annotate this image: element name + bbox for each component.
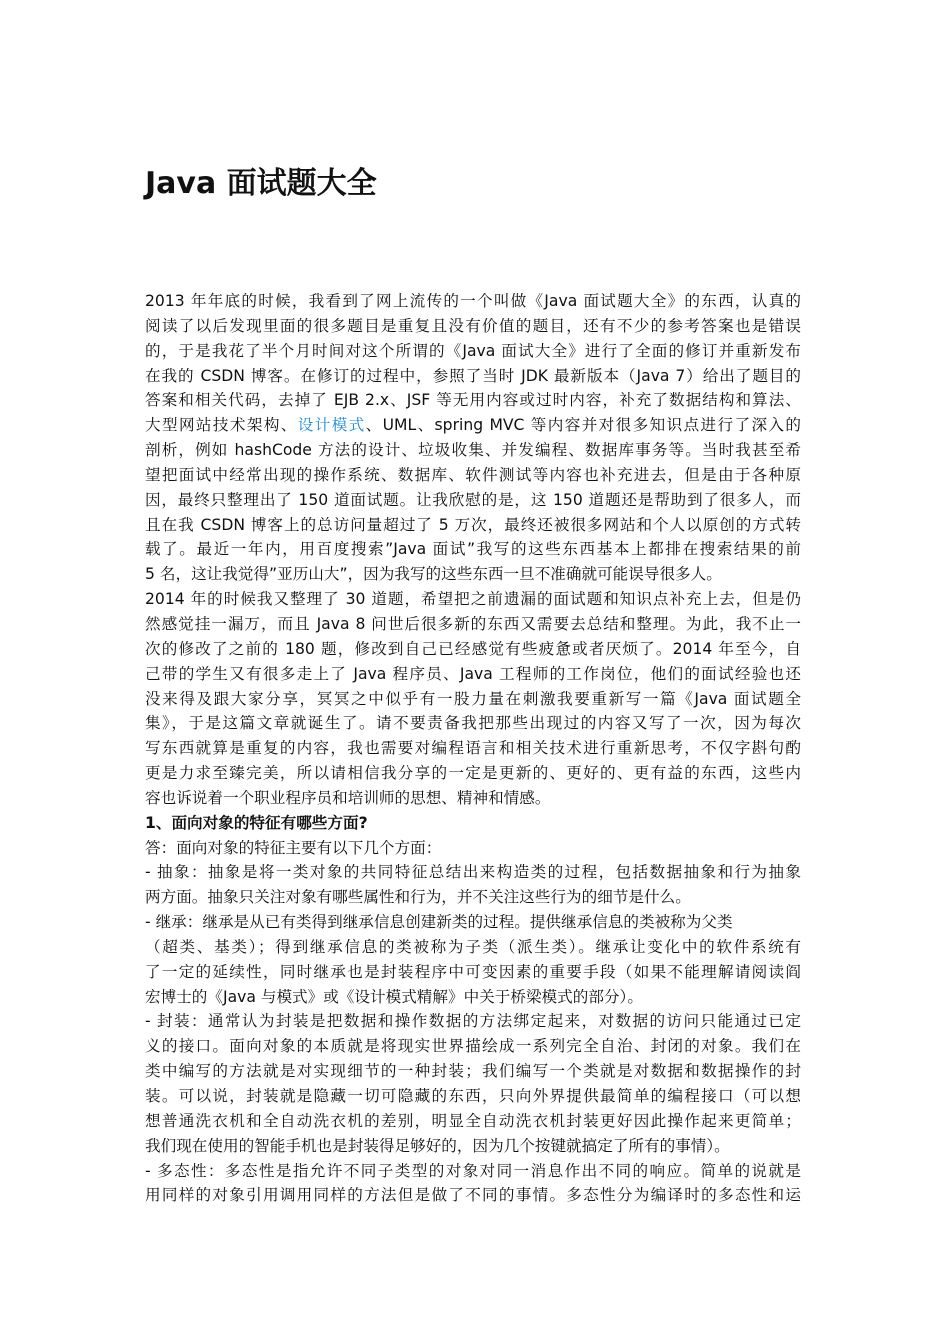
- text-line: 5 名，这让我觉得”亚历山大”，因为我写的这些东西一旦不准确就可能误导很多人。: [145, 565, 722, 584]
- text-line: - 继承：继承是从已有类得到继承信息创建新类的过程。提供继承信息的类被称为父类: [145, 913, 733, 932]
- text-line: 义的接口。面向对象的本质就是将现实世界描绘成一系列完全自治、封闭的对象。我们在: [145, 1037, 801, 1056]
- text-line: 更是力求至臻完美，所以请相信我分享的一定是更新的、更好的、更有益的东西，这些内: [145, 764, 801, 783]
- text-line: 容也诉说着一个职业程序员和培训师的思想、精神和情感。: [145, 788, 551, 807]
- text-line: 没来得及跟大家分享，冥冥之中似乎有一股力量在刺激我要重新写一篇《Java 面试题全: [145, 689, 801, 708]
- text-line: 己带的学生又有很多走上了 Java 程序员、Java 工程师的工作岗位，他们的面试经验也还: [145, 664, 801, 683]
- text-segment: 、UML、spring MVC 等内容并对很多知识点进行了深入的: [365, 416, 801, 435]
- text-segment: 大型网站技术架构、: [145, 416, 298, 435]
- design-patterns-link[interactable]: 设计模式: [297, 416, 366, 435]
- text-line: 装。可以说，封装就是隐藏一切可隐藏的东西，只向外界提供最简单的编程接口（可以想: [145, 1087, 801, 1105]
- text-line: 2014 年的时候我又整理了 30 道题，希望把之前遗漏的面试题和知识点补充上去，但是仍: [145, 590, 801, 609]
- polymorphism-item: [145, 1159, 801, 1209]
- document-body: [145, 289, 801, 1208]
- text-line: 次的修改了之前的 180 题，修改到自己已经感觉有些疲惫或者厌烦了。2014 年至今，自: [145, 639, 801, 658]
- text-line: 且在我 CSDN 博客上的总访问量超过了 5 万次，最终还被很多网站和个人以原创的方式转: [145, 515, 801, 534]
- text-line: 用同样的对象引用调用同样的方法但是做了不同的事情。多态性分为编译时的多态性和运: [145, 1186, 801, 1205]
- text-line: 2013 年年底的时候，我看到了网上流传的一个叫做《Java 面试题大全》的东西，认真的: [145, 292, 801, 310]
- text-line: 因，最终只整理出了 150 道面试题。让我欣慰的是，这 150 道题还是帮助到了很多人，而: [145, 490, 801, 509]
- intro-paragraph: [145, 289, 801, 587]
- text-line: 载了。最近一年内，用百度搜索”Java 面试”我写的这些东西基本上都排在搜索结果的前: [145, 540, 801, 559]
- text-line: 宏博士的《Java 与模式》或《设计模式精解》中关于桥梁模式的部分）。: [145, 987, 643, 1006]
- text-line: （超类、基类）；得到继承信息的类被称为子类（派生类）。继承让变化中的软件系统有: [145, 937, 801, 956]
- text-line: 了一定的延续性，同时继承也是封装程序中可变因素的重要手段（如果不能理解请阅读阎: [145, 962, 801, 981]
- encapsulation-item: [145, 1009, 801, 1158]
- text-line: 然感觉挂一漏万，而且 Java 8 问世后很多新的东西又需要去总结和整理。为此，我不止一: [145, 614, 801, 633]
- text-line: - 封装：通常认为封装是把数据和操作数据的方法绑定起来，对数据的访问只能通过已定: [145, 1012, 801, 1031]
- text-line: [145, 413, 801, 438]
- inheritance-item: [145, 910, 801, 1009]
- text-line: 写东西就算是重复的内容，我也需要对编程语言和相关技术进行重新思考，不仅字斟句酌: [145, 739, 801, 758]
- question-heading: [145, 811, 801, 836]
- text-line: 我们现在使用的智能手机也是封装得足够好的，因为几个按键就搞定了所有的事情）。: [145, 1136, 730, 1155]
- answer-intro: [145, 836, 801, 861]
- question-heading-text: 1、面向对象的特征有哪些方面?: [145, 813, 368, 832]
- text-line: - 多态性：多态性是指允许不同子类型的对象对同一消息作出不同的响应。简单的说就是: [145, 1161, 801, 1180]
- document-title: Java 面试题大全: [145, 166, 377, 201]
- text-line: - 抽象：抽象是将一类对象的共同特征总结出来构造类的过程，包括数据抽象和行为抽象: [145, 863, 801, 882]
- text-line: 剖析，例如 hashCode 方法的设计、垃圾收集、并发编程、数据库事务等。当时我甚至希: [145, 441, 801, 460]
- text-line: 的，于是我花了半个月时间对这个所谓的《Java 面试大全》进行了全面的修订并重新发布: [145, 341, 801, 360]
- text-line: 望把面试中经常出现的操作系统、数据库、软件测试等内容也补充进去，但是由于各种原: [145, 465, 801, 484]
- text-line: 两方面。抽象只关注对象有哪些属性和行为，并不关注这些行为的细节是什么。: [145, 888, 691, 907]
- abstraction-item: [145, 860, 801, 910]
- text-line: 想普通洗衣机和全自动洗衣机的差别，明显全自动洗衣机封装更好因此操作起来更简单；: [145, 1111, 801, 1130]
- second-paragraph: [145, 587, 801, 811]
- text-line: 在我的 CSDN 博客。在修订的过程中，参照了当时 JDK 最新版本（Java 7）给出了题目的: [145, 366, 801, 385]
- text-line: 阅读了以后发现里面的很多题目是重复且没有价值的题目，还有不少的参考答案也是错误: [145, 316, 801, 335]
- text-line: 答案和相关代码，去掉了 EJB 2.x、JSF 等无用内容或过时内容，补充了数据结构和算法、: [145, 391, 801, 410]
- answer-intro-text: 答：面向对象的特征主要有以下几个方面：: [145, 838, 442, 857]
- text-line: 集》，于是这篇文章就诞生了。请不要责备我把那些出现过的内容又写了一次，因为每次: [145, 714, 801, 733]
- text-line: 类中编写的方法就是对实现细节的一种封装；我们编写一个类就是对数据和数据操作的封: [145, 1062, 801, 1081]
